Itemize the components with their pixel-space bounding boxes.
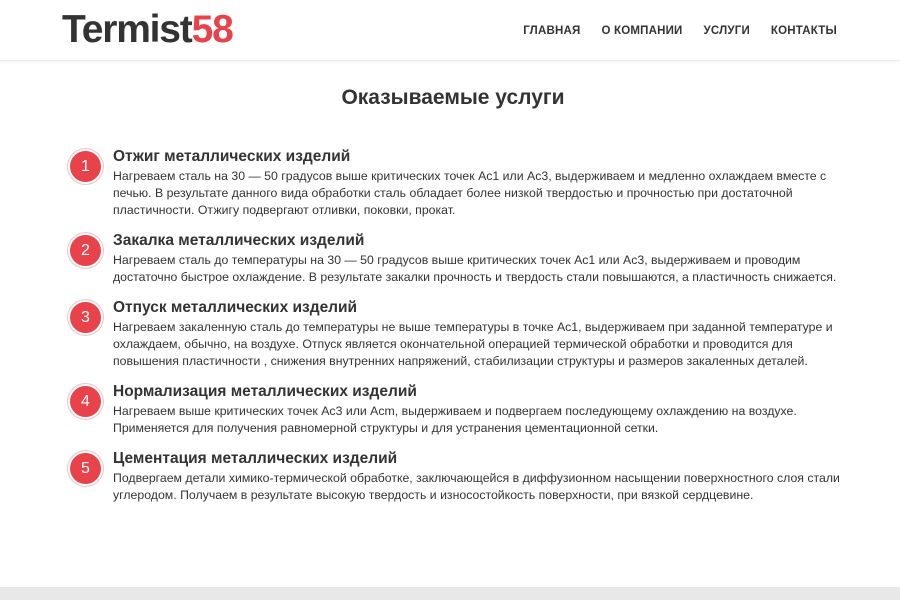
service-number-badge: 5 [70, 453, 101, 484]
nav-item-home[interactable]: ГЛАВНАЯ [523, 25, 581, 37]
nav-item-about[interactable]: О КОМПАНИИ [601, 25, 683, 37]
service-description: Нагреваем сталь до температуры на 30 — 50 градусов выше критических точек Ас1 или Ас3, выдерживаем и проводим достаточно быстрое охлаждение. В результате закалки прочность и твердость стали повышаются, а пластичность снижается. [113, 253, 837, 284]
page-title: Оказываемые услуги [341, 86, 565, 109]
nav-item-contacts[interactable]: КОНТАКТЫ [770, 25, 837, 37]
service-number-badge: 1 [70, 151, 101, 182]
service-heading: Закалка металлических изделий [113, 232, 365, 249]
service-item-tempering [70, 297, 840, 370]
service-item-hardening [70, 230, 840, 286]
service-heading: Отпуск металлических изделий [113, 299, 358, 316]
service-number-badge: 2 [70, 235, 101, 266]
nav-item-services[interactable]: УСЛУГИ [703, 25, 750, 37]
site-logo[interactable] [62, 8, 233, 52]
logo-text-accent: 58 [191, 8, 233, 51]
logo-text-main: Termist [62, 8, 192, 51]
service-heading: Нормализация металлических изделий [113, 383, 417, 400]
service-description: Подвергаем детали химико-термической обработке, заключающейся в диффузионном насыщении поверхностного слоя стали углеродом. Получаем в результате высокую твердость и износостойкость поверхности, при вязкой сердцевине. [113, 471, 840, 502]
service-heading: Цементация металлических изделий [113, 450, 398, 467]
service-item-carburizing [70, 448, 840, 504]
service-description: Нагреваем выше критических точек Ас3 или Асm, выдерживаем и подвергаем последующему охлаждению на воздухе. Применяется для получения равномерной структуры и для устранения цементационной сетки. [113, 404, 797, 435]
service-item-annealing [70, 146, 840, 219]
service-number-badge: 3 [70, 302, 101, 333]
service-description: Нагреваем закаленную сталь до температуры не выше температуры в точке Ас1, выдерживаем при заданной температуре и охлаждаем, обычно, на воздухе. Отпуск является окончательной операцией термической обработки и проводится для повышения пластичности , снижения внутренних напряжений, стабилизации структуры и размеров закаленных деталей. [113, 320, 833, 368]
main-nav [523, 23, 837, 39]
service-description: Нагреваем сталь на 30 — 50 градусов выше критических точек Ас1 или Ас3, выдерживаем и медленно охлаждаем вместе с печью. В результате данного вида обработки сталь обладает более низкой твердостью и прочностью при достаточной пластичности. Отжигу подвергают отливки, поковки, прокат. [113, 169, 827, 217]
service-item-normalization [70, 381, 840, 437]
services-list [70, 146, 840, 515]
site-header [0, 0, 900, 61]
service-number-badge: 4 [70, 386, 101, 417]
service-heading: Отжиг металлических изделий [113, 148, 351, 165]
footer-band [0, 587, 900, 600]
